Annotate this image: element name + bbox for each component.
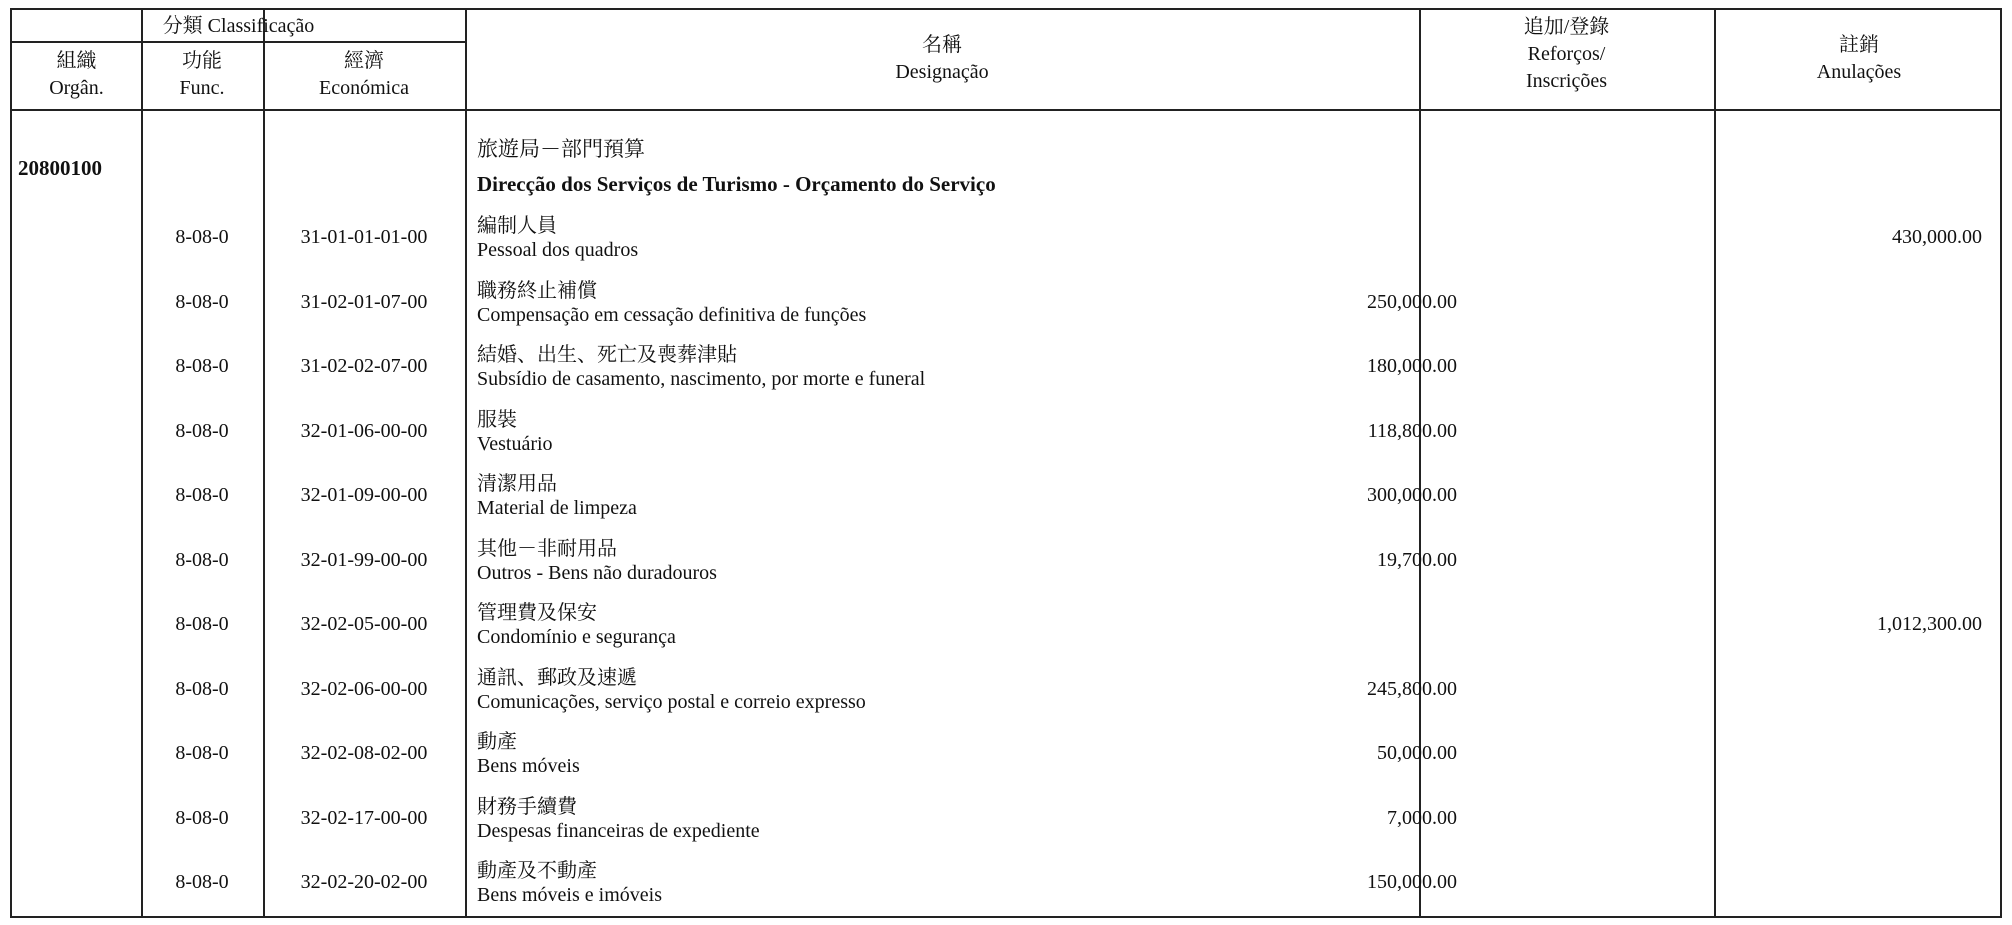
reinforcement-amount: 180,000.00: [1367, 355, 1457, 377]
organ-code: 20800100: [18, 156, 102, 180]
item-name-pt: Pessoal dos quadros: [477, 239, 639, 261]
econ-code: 31-02-01-07-00: [300, 290, 428, 313]
item-name-pt: Comunicações, serviço postal e correio expresso: [477, 690, 866, 713]
item-name-pt: Despesas financeiras de expediente: [477, 819, 760, 842]
item-name-pt: Subsídio de casamento, nascimento, por morte e funeral: [477, 368, 926, 390]
econ-code: 32-02-20-02-00: [300, 871, 428, 893]
item-name-zh: 其他－非耐用品: [477, 537, 617, 560]
func-code: 8-08-0: [175, 677, 229, 700]
table-row: [12, 722, 2000, 786]
func-code: 8-08-0: [175, 355, 229, 377]
item-name-zh: 職務終止補償: [477, 279, 597, 302]
reinforcement-amount: 19,700.00: [1377, 548, 1457, 571]
reinforcement-amount: 118,800.00: [1367, 419, 1457, 442]
item-name-pt: Compensação em cessação definitiva de funções: [477, 303, 867, 326]
divider: [12, 109, 2000, 111]
department-title: 旅遊局－部門預算 Direcção dos Serviços de Turismo - Orçamento do Serviço: [477, 137, 996, 196]
reinforcement-amount: 50,000.00: [1377, 742, 1457, 764]
item-name-pt: Bens móveis: [477, 755, 580, 777]
func-code: 8-08-0: [175, 290, 229, 313]
econ-code: 32-01-99-00-00: [300, 548, 428, 571]
table-row: [12, 658, 2000, 722]
item-name-zh: 結婚、出生、死亡及喪葬津貼: [477, 344, 737, 366]
item-name-pt: Outros - Bens não duradouros: [477, 561, 717, 584]
reinforcement-amount: 245,800.00: [1367, 677, 1457, 700]
econ-code: 32-01-06-00-00: [300, 419, 428, 442]
item-name-zh: 清潔用品: [477, 473, 557, 495]
econ-header: 經濟 Económica: [319, 50, 409, 99]
item-name-zh: 通訊、郵政及速遞: [477, 666, 637, 689]
econ-code: 32-02-17-00-00: [300, 806, 428, 829]
item-name-pt: Vestuário: [477, 432, 553, 455]
econ-code: 32-02-06-00-00: [300, 677, 428, 700]
func-code: 8-08-0: [175, 742, 229, 764]
table-row: [12, 400, 2000, 464]
item-name-pt: Condomínio e segurança: [477, 626, 676, 648]
table-row: [12, 529, 2000, 593]
divider: [12, 41, 467, 43]
table-row: [12, 787, 2000, 851]
func-code: 8-08-0: [175, 548, 229, 571]
reinforcement-amount: 250,000.00: [1367, 290, 1457, 313]
classification-header: 分類 Classificação: [162, 15, 315, 37]
cancellation-amount: 1,012,300.00: [1877, 613, 1982, 635]
func-code: 8-08-0: [175, 613, 229, 635]
item-name-zh: 動產: [477, 731, 517, 753]
reinforcement-amount: 300,000.00: [1367, 484, 1457, 506]
table-row: [12, 851, 2000, 915]
func-code: 8-08-0: [175, 871, 229, 893]
econ-code: 32-02-05-00-00: [300, 613, 428, 635]
table-row: [12, 271, 2000, 335]
item-name-zh: 財務手續費: [477, 795, 577, 818]
item-name-zh: 服裝: [477, 408, 517, 431]
name-header: 名稱 Designação: [895, 34, 989, 83]
organ-header: 組織 Orgân.: [49, 50, 104, 99]
table-row: [12, 464, 2000, 528]
table-row: [12, 593, 2000, 657]
item-name-pt: Material de limpeza: [477, 497, 637, 519]
econ-code: 31-01-01-01-00: [300, 226, 428, 248]
func-code: 8-08-0: [175, 419, 229, 442]
item-name-pt: Bens móveis e imóveis: [477, 884, 662, 906]
table-row: [12, 335, 2000, 399]
func-code: 8-08-0: [175, 806, 229, 829]
econ-code: 31-02-02-07-00: [300, 355, 428, 377]
add-header: 追加/登錄 Reforços/ Inscrições: [1523, 16, 1610, 92]
cancellation-amount: 430,000.00: [1892, 226, 1982, 248]
reinforcement-amount: 150,000.00: [1367, 871, 1457, 893]
item-name-zh: 動產及不動產: [477, 860, 597, 882]
econ-code: 32-01-09-00-00: [300, 484, 428, 506]
reinforcement-amount: 7,000.00: [1387, 806, 1457, 829]
func-code: 8-08-0: [175, 484, 229, 506]
func-header: 功能 Func.: [179, 50, 225, 99]
budget-table: [10, 8, 2002, 918]
func-code: 8-08-0: [175, 226, 229, 248]
item-name-zh: 管理費及保安: [477, 602, 597, 624]
cancel-header: 註銷 Anulações: [1816, 34, 1902, 83]
item-name-zh: 編制人員: [477, 215, 557, 237]
table-row: [12, 206, 2000, 270]
econ-code: 32-02-08-02-00: [300, 742, 428, 764]
